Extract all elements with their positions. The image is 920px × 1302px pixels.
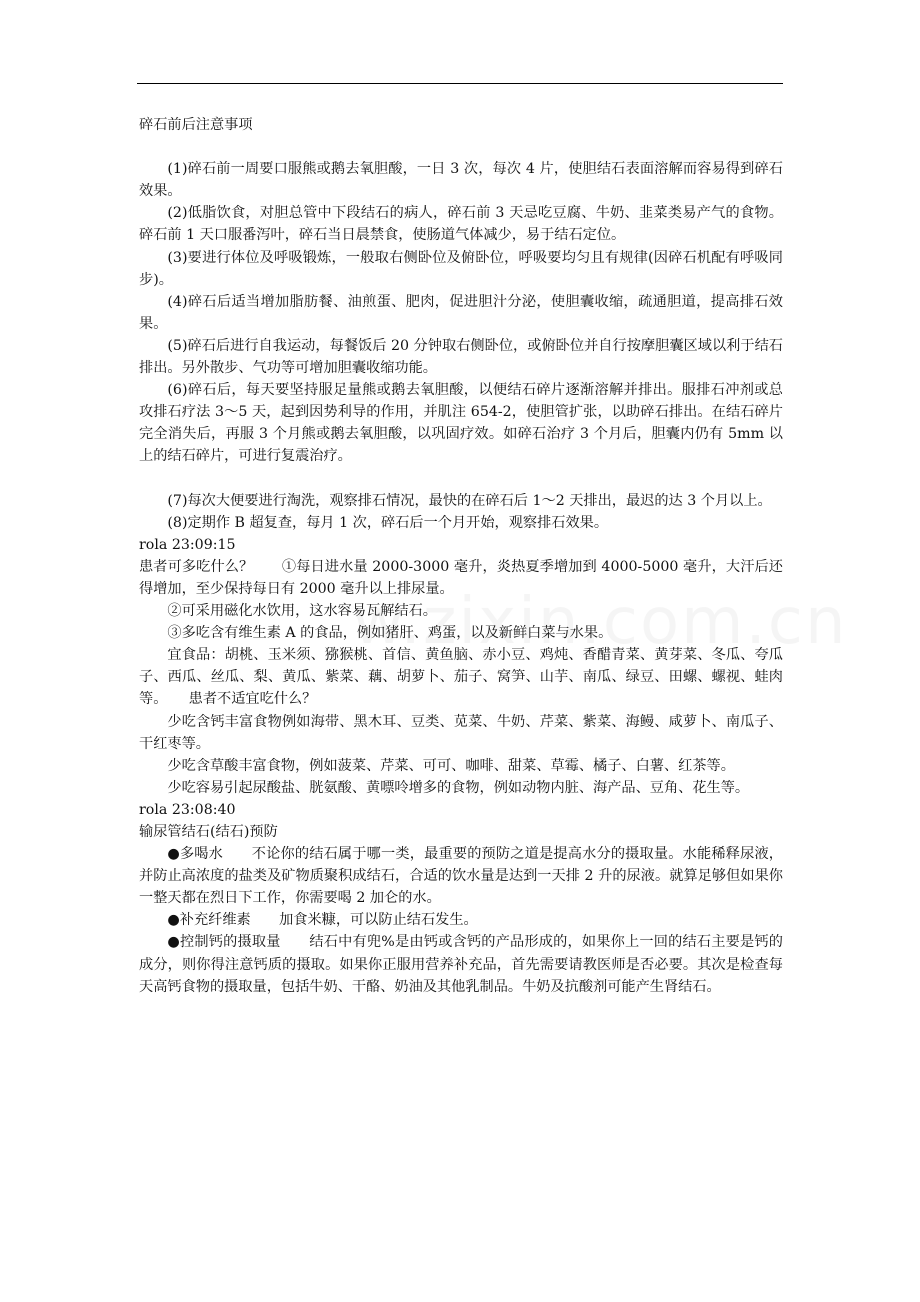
paragraph: 少吃含钙丰富食物例如海带、黑木耳、豆类、苋菜、牛奶、芹菜、紫菜、海鳗、咸萝卜、南瓜子、干红枣等。: [139, 713, 783, 752]
document-title: 碎石前后注意事项: [139, 117, 253, 133]
paragraph: 少吃含草酸丰富食物，例如菠菜、芹菜、可可、咖啡、甜菜、草霉、橘子、白薯、红茶等。: [167, 757, 735, 774]
paragraph: (3)要进行体位及呼吸锻炼，一般取右侧卧位及俯卧位，呼吸要均匀且有规律(因碎石机配有呼吸同步)。: [139, 249, 783, 288]
paragraph: ②可采用磁化水饮用，这水容易瓦解结石。: [167, 603, 437, 620]
header-rule: [137, 83, 783, 84]
paragraph: 宜食品：胡桃、玉米须、猕猴桃、首信、黄鱼脑、赤小豆、鸡炖、香醋青菜、黄芽菜、冬瓜、夸瓜子、西瓜、丝瓜、梨、黄瓜、紫菜、藕、胡萝卜、茄子、窝笋、山芋、南瓜、绿豆、田螺、螺视、蛙肉等。 患者不适宜吃什么？: [139, 647, 783, 708]
paragraph: (7)每次大便要进行淘洗，观察排石情况，最快的在碎石后 1～2 天排出，最迟的达 3 个月以上。: [167, 492, 772, 509]
document-body: [139, 114, 783, 998]
paragraph: (4)碎石后适当增加脂肪餐、油煎蛋、肥肉，促进胆汁分泌，使胆囊收缩，疏通胆道，提高排石效果。: [139, 293, 783, 332]
paragraph: 患者可多吃什么？ ①每日进水量 2000-3000 毫升，炎热夏季增加到 4000-5000 毫升，大汗后还得增加，至少保持每日有 2000 毫升以上排尿量。: [139, 558, 783, 597]
paragraph: ●多喝水 不论你的结石属于哪一类，最重要的预防之道是提高水分的摄取量。水能稀释尿液，并防止高浓度的盐类及矿物质聚积成结石，合适的饮水量是达到一天排 2 升的尿液。就算足够但如果你一整天都在烈日下工作，你需要喝 2 加仑的水。: [139, 846, 783, 907]
timestamp-line: rola 23:09:15: [139, 536, 236, 553]
paragraph: ③多吃含有维生素 A 的食品，例如猪肝、鸡蛋，以及新鲜白菜与水果。: [167, 625, 613, 642]
paragraph: (2)低脂饮食，对胆总管中下段结石的病人，碎石前 3 天忌吃豆腐、牛奶、韭菜类易产气的食物。碎石前 1 天口服番泻叶，碎石当日晨禁食，使肠道气体减少，易于结石定位。: [139, 205, 783, 244]
section-heading: 输尿管结石(结石)预防: [139, 824, 278, 840]
spacer: [139, 468, 783, 490]
paragraph: (8)定期作 B 超复查，每月 1 次，碎石后一个月开始，观察排石效果。: [167, 514, 609, 531]
paragraph: ●控制钙的摄取量 结石中有兜%是由钙或含钙的产品形成的，如果你上一回的结石主要是钙的成分，则你得注意钙质的摄取。如果你正服用营养补充品，首先需要请教医师是否必要。其次是检查每天高钙食物的摄取量，包括牛奶、干酪、奶油及其他乳制品。牛奶及抗酸剂可能产生肾结石。: [139, 934, 783, 995]
paragraph: (6)碎石后，每天要坚持服足量熊或鹅去氧胆酸，以便结石碎片逐渐溶解并排出。服排石冲剂或总攻排石疗法 3～5 天，起到因势利导的作用，并肌注 654-2，使胆管扩张，以助碎石排出。在结石碎片完全消失后，再服 3 个月熊或鹅去氧胆酸，以巩固疗效。如碎石治疗 3 个月后，胆囊内仍有 5mm 以上的结石碎片，可进行复震治疗。: [139, 382, 783, 465]
paragraph: (1)碎石前一周要口服熊或鹅去氧胆酸，一日 3 次，每次 4 片，使胆结石表面溶解而容易得到碎石效果。: [139, 161, 783, 200]
paragraph: ●补充纤维素 加食米糠，可以防止结石发生。: [167, 912, 478, 929]
timestamp-line: rola 23:08:40: [139, 801, 236, 818]
paragraph: (5)碎石后进行自我运动，每餐饭后 20 分钟取右侧卧位，或俯卧位并自行按摩胆囊区域以利于结石排出。另外散步、气功等可增加胆囊收缩功能。: [139, 337, 783, 377]
spacer: [139, 136, 783, 158]
paragraph: 少吃容易引起尿酸盐、胱氨酸、黄嘌呤增多的食物，例如动物内脏、海产品、豆角、花生等。: [167, 779, 750, 796]
